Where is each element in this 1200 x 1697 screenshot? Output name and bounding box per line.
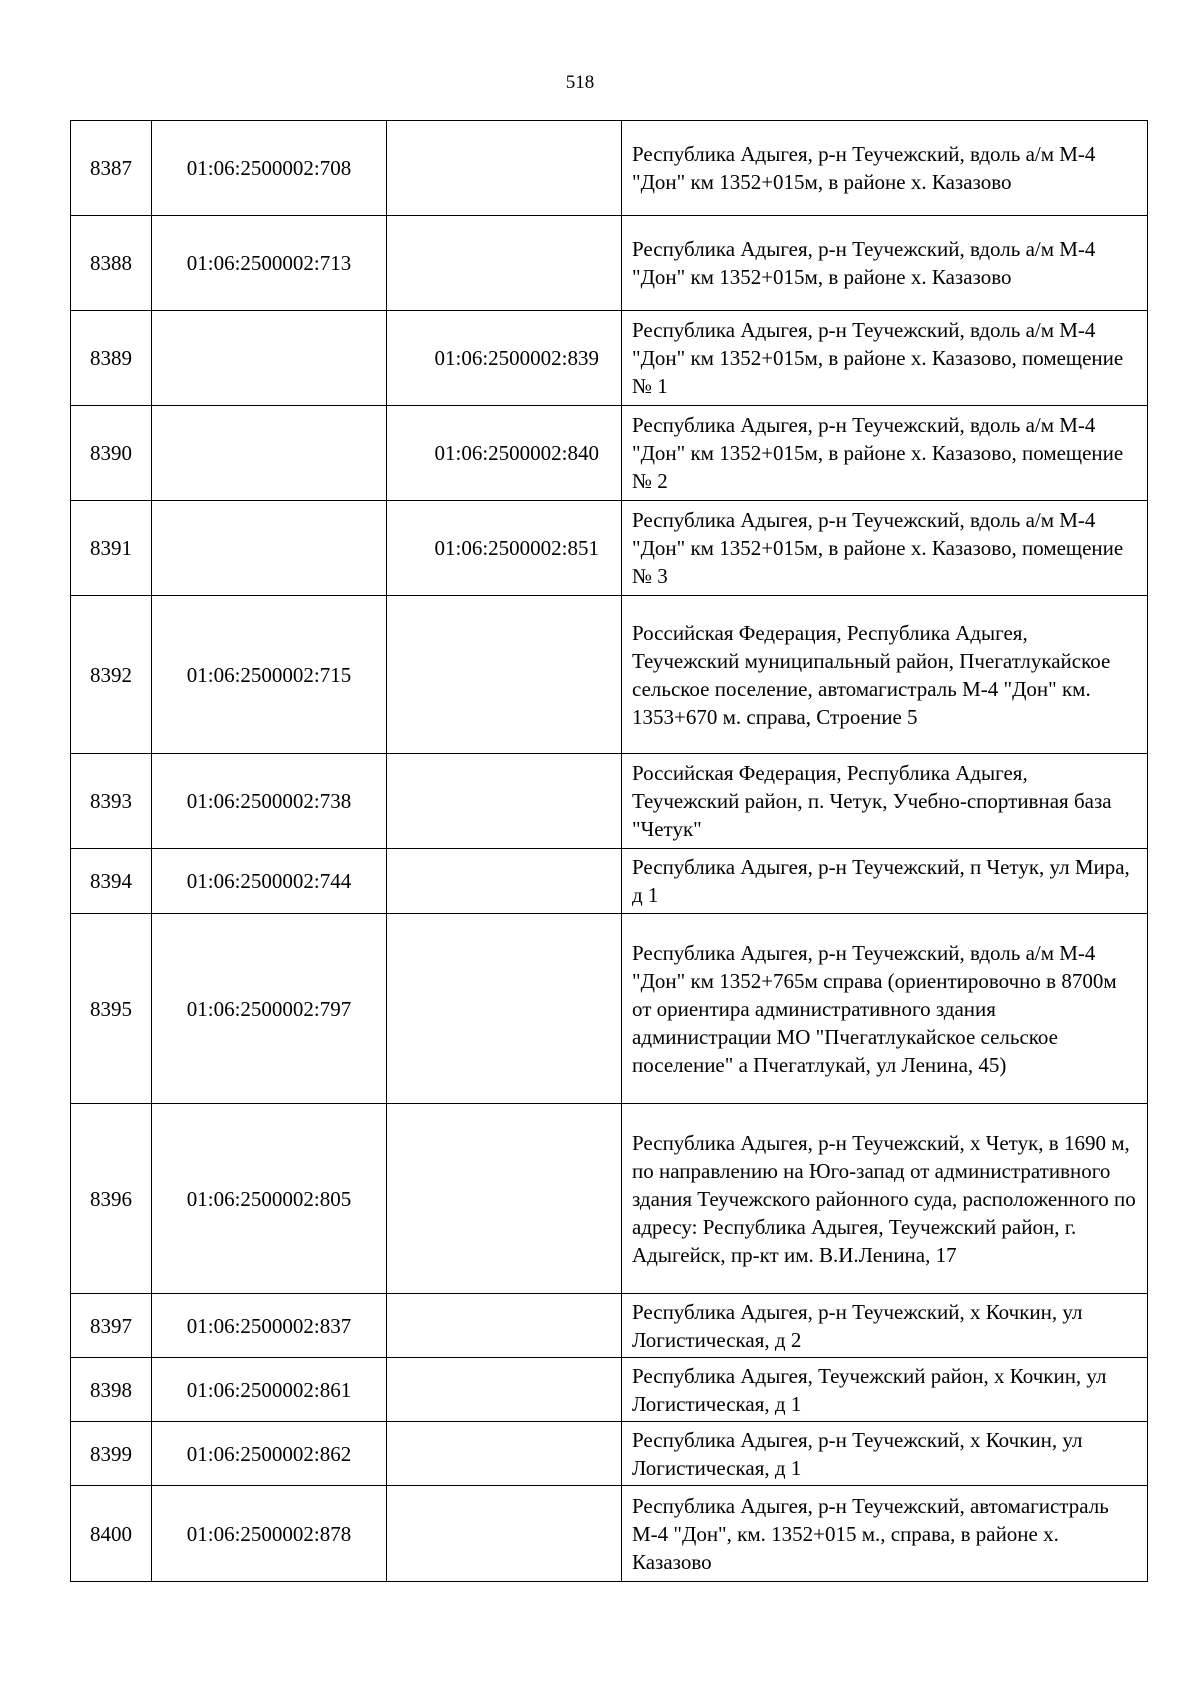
cadastral-number: 01:06:2500002:744 — [152, 849, 387, 914]
premises-cadastral-number — [387, 596, 622, 754]
table-row — [71, 1422, 1148, 1486]
address: Республика Адыгея, р-н Теучежский, п Четук, ул Мира, д 1 — [622, 849, 1148, 914]
row-number: 8387 — [71, 121, 152, 216]
address: Республика Адыгея, р-н Теучежский, автомагистраль М-4 "Дон", км. 1352+015 м., справа, в районе х. Казазово — [622, 1486, 1148, 1582]
table-row — [71, 754, 1148, 849]
premises-cadastral-number — [387, 1486, 622, 1582]
row-number: 8399 — [71, 1422, 152, 1486]
address: Республика Адыгея, р-н Теучежский, х Кочкин, ул Логистическая, д 2 — [622, 1294, 1148, 1358]
premises-cadastral-number — [387, 849, 622, 914]
table-row — [71, 311, 1148, 406]
registry-table-body — [71, 121, 1148, 1582]
premises-cadastral-number — [387, 121, 622, 216]
premises-cadastral-number — [387, 1422, 622, 1486]
row-number: 8396 — [71, 1104, 152, 1294]
page-number: 518 — [565, 72, 595, 93]
cadastral-number: 01:06:2500002:837 — [152, 1294, 387, 1358]
cadastral-number: 01:06:2500002:878 — [152, 1486, 387, 1582]
premises-cadastral-number: 01:06:2500002:851 — [387, 501, 622, 596]
row-number: 8394 — [71, 849, 152, 914]
cadastral-number: 01:06:2500002:862 — [152, 1422, 387, 1486]
address: Республика Адыгея, р-н Теучежский, вдоль а/м М-4 "Дон" км 1352+765м справа (ориентировочно в 8700м от ориентира административного здания администрации МО "Пчегатлукайское сельское поселение" а Пчегатлукай, ул Ленина, 45) — [622, 914, 1148, 1104]
row-number: 8392 — [71, 596, 152, 754]
cadastral-number: 01:06:2500002:713 — [152, 216, 387, 311]
row-number: 8395 — [71, 914, 152, 1104]
cadastral-number — [152, 406, 387, 501]
address: Российская Федерация, Республика Адыгея, Теучежский муниципальный район, Пчегатлукайское сельское поселение, автомагистраль М-4 "Дон" км. 1353+670 м. справа, Строение 5 — [622, 596, 1148, 754]
row-number: 8400 — [71, 1486, 152, 1582]
address: Республика Адыгея, р-н Теучежский, вдоль а/м М-4 "Дон" км 1352+015м, в районе х. Казазово, помещение № 3 — [622, 501, 1148, 596]
table-row — [71, 914, 1148, 1104]
cadastral-number — [152, 311, 387, 406]
row-number: 8393 — [71, 754, 152, 849]
cadastral-number: 01:06:2500002:708 — [152, 121, 387, 216]
premises-cadastral-number — [387, 1104, 622, 1294]
registry-table — [70, 120, 1148, 1582]
table-row — [71, 501, 1148, 596]
row-number: 8388 — [71, 216, 152, 311]
row-number: 8398 — [71, 1358, 152, 1422]
premises-cadastral-number: 01:06:2500002:840 — [387, 406, 622, 501]
premises-cadastral-number — [387, 754, 622, 849]
cadastral-number: 01:06:2500002:805 — [152, 1104, 387, 1294]
address: Российская Федерация, Республика Адыгея, Теучежский район, п. Четук, Учебно-спортивная база "Четук" — [622, 754, 1148, 849]
row-number: 8389 — [71, 311, 152, 406]
address: Республика Адыгея, Теучежский район, х Кочкин, ул Логистическая, д 1 — [622, 1358, 1148, 1422]
table-row — [71, 1104, 1148, 1294]
premises-cadastral-number — [387, 1358, 622, 1422]
table-row — [71, 216, 1148, 311]
address: Республика Адыгея, р-н Теучежский, вдоль а/м М-4 "Дон" км 1352+015м, в районе х. Казазово — [622, 121, 1148, 216]
premises-cadastral-number — [387, 1294, 622, 1358]
table-row — [71, 849, 1148, 914]
table-row — [71, 121, 1148, 216]
cadastral-number: 01:06:2500002:738 — [152, 754, 387, 849]
table-row — [71, 406, 1148, 501]
table-row — [71, 1486, 1148, 1582]
table-row — [71, 1294, 1148, 1358]
address: Республика Адыгея, р-н Теучежский, х Кочкин, ул Логистическая, д 1 — [622, 1422, 1148, 1486]
premises-cadastral-number — [387, 914, 622, 1104]
cadastral-number: 01:06:2500002:797 — [152, 914, 387, 1104]
table-row — [71, 596, 1148, 754]
cadastral-number: 01:06:2500002:861 — [152, 1358, 387, 1422]
premises-cadastral-number — [387, 216, 622, 311]
row-number: 8397 — [71, 1294, 152, 1358]
address: Республика Адыгея, р-н Теучежский, вдоль а/м М-4 "Дон" км 1352+015м, в районе х. Казазово, помещение № 1 — [622, 311, 1148, 406]
address: Республика Адыгея, р-н Теучежский, вдоль а/м М-4 "Дон" км 1352+015м, в районе х. Казазово, помещение № 2 — [622, 406, 1148, 501]
address: Республика Адыгея, р-н Теучежский, вдоль а/м М-4 "Дон" км 1352+015м, в районе х. Казазово — [622, 216, 1148, 311]
row-number: 8391 — [71, 501, 152, 596]
cadastral-number — [152, 501, 387, 596]
row-number: 8390 — [71, 406, 152, 501]
table-row — [71, 1358, 1148, 1422]
premises-cadastral-number: 01:06:2500002:839 — [387, 311, 622, 406]
address: Республика Адыгея, р-н Теучежский, х Четук, в 1690 м, по направлению на Юго-запад от административного здания Теучежского районного суда, расположенного по адресу: Республика Адыгея, Теучежский район, г. Адыгейск, пр-кт им. В.И.Ленина, 17 — [622, 1104, 1148, 1294]
cadastral-number: 01:06:2500002:715 — [152, 596, 387, 754]
